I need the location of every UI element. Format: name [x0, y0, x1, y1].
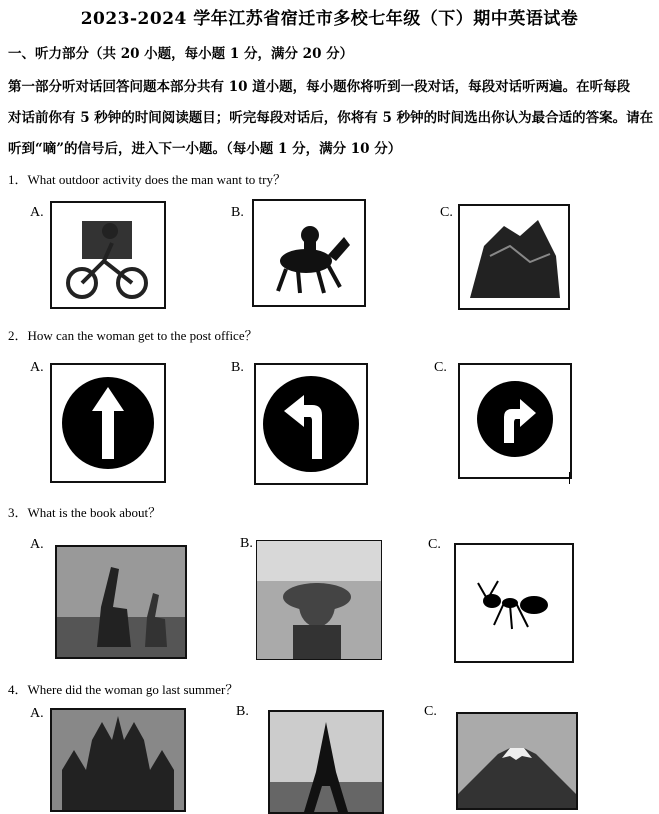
- mountain-climbing-icon[interactable]: [458, 204, 570, 310]
- q1-option-a-label: A.: [30, 205, 44, 220]
- q4-option-b-label: B.: [236, 704, 249, 719]
- q1-option-b-label: B.: [231, 205, 244, 220]
- giraffes-icon[interactable]: [55, 545, 187, 659]
- eiffel-tower-icon[interactable]: [268, 710, 384, 814]
- page-title: 2023-2024 学年江苏省宿迁市多校七年级（下）期中英语试卷: [80, 9, 579, 29]
- go-straight-sign-icon[interactable]: [50, 363, 166, 483]
- cycling-icon[interactable]: [50, 201, 166, 309]
- question-1: 1．What outdoor activity does the man want to try？: [8, 172, 286, 187]
- horse-riding-icon[interactable]: [252, 199, 366, 307]
- q3-option-c-label: C.: [428, 537, 441, 552]
- section-heading: 一、听力部分（共 20 小题，每小题 1 分，满分 20 分）: [8, 46, 354, 62]
- turn-right-sign-icon[interactable]: [458, 363, 572, 479]
- question-2: 2．How can the woman get to the post office？: [8, 328, 258, 343]
- q4-option-c-label: C.: [424, 704, 437, 719]
- instructions-line-3: 听到“嘀”的信号后，进入下一小题。（每小题 1 分，满分 10 分）: [8, 141, 402, 157]
- q3-option-b-label: B.: [240, 536, 253, 551]
- ant-icon[interactable]: [454, 543, 574, 663]
- q4-option-a-label: A.: [30, 706, 44, 721]
- instructions-line-1: 第一部分听对话回答问题本部分共有 10 道小题，每小题你将听到一段对话，每段对话听两遍。在听每段: [8, 79, 631, 95]
- question-3: 3．What is the book about？: [8, 505, 162, 520]
- mount-fuji-icon[interactable]: [456, 712, 578, 810]
- alien-figure-icon[interactable]: [256, 540, 382, 660]
- text-cursor: [569, 472, 570, 484]
- q2-option-b-label: B.: [231, 360, 244, 375]
- q3-option-a-label: A.: [30, 537, 44, 552]
- q1-option-c-label: C.: [440, 205, 453, 220]
- question-4: 4．Where did the woman go last summer？: [8, 682, 239, 697]
- q2-option-a-label: A.: [30, 360, 44, 375]
- turn-left-sign-icon[interactable]: [254, 363, 368, 485]
- castle-icon[interactable]: [50, 708, 186, 812]
- q2-option-c-label: C.: [434, 360, 447, 375]
- instructions-line-2: 对话前你有 5 秒钟的时间阅读题目；听完每段对话后，你将有 5 秒钟的时间选出你认为最合适的答案。请在: [8, 110, 654, 126]
